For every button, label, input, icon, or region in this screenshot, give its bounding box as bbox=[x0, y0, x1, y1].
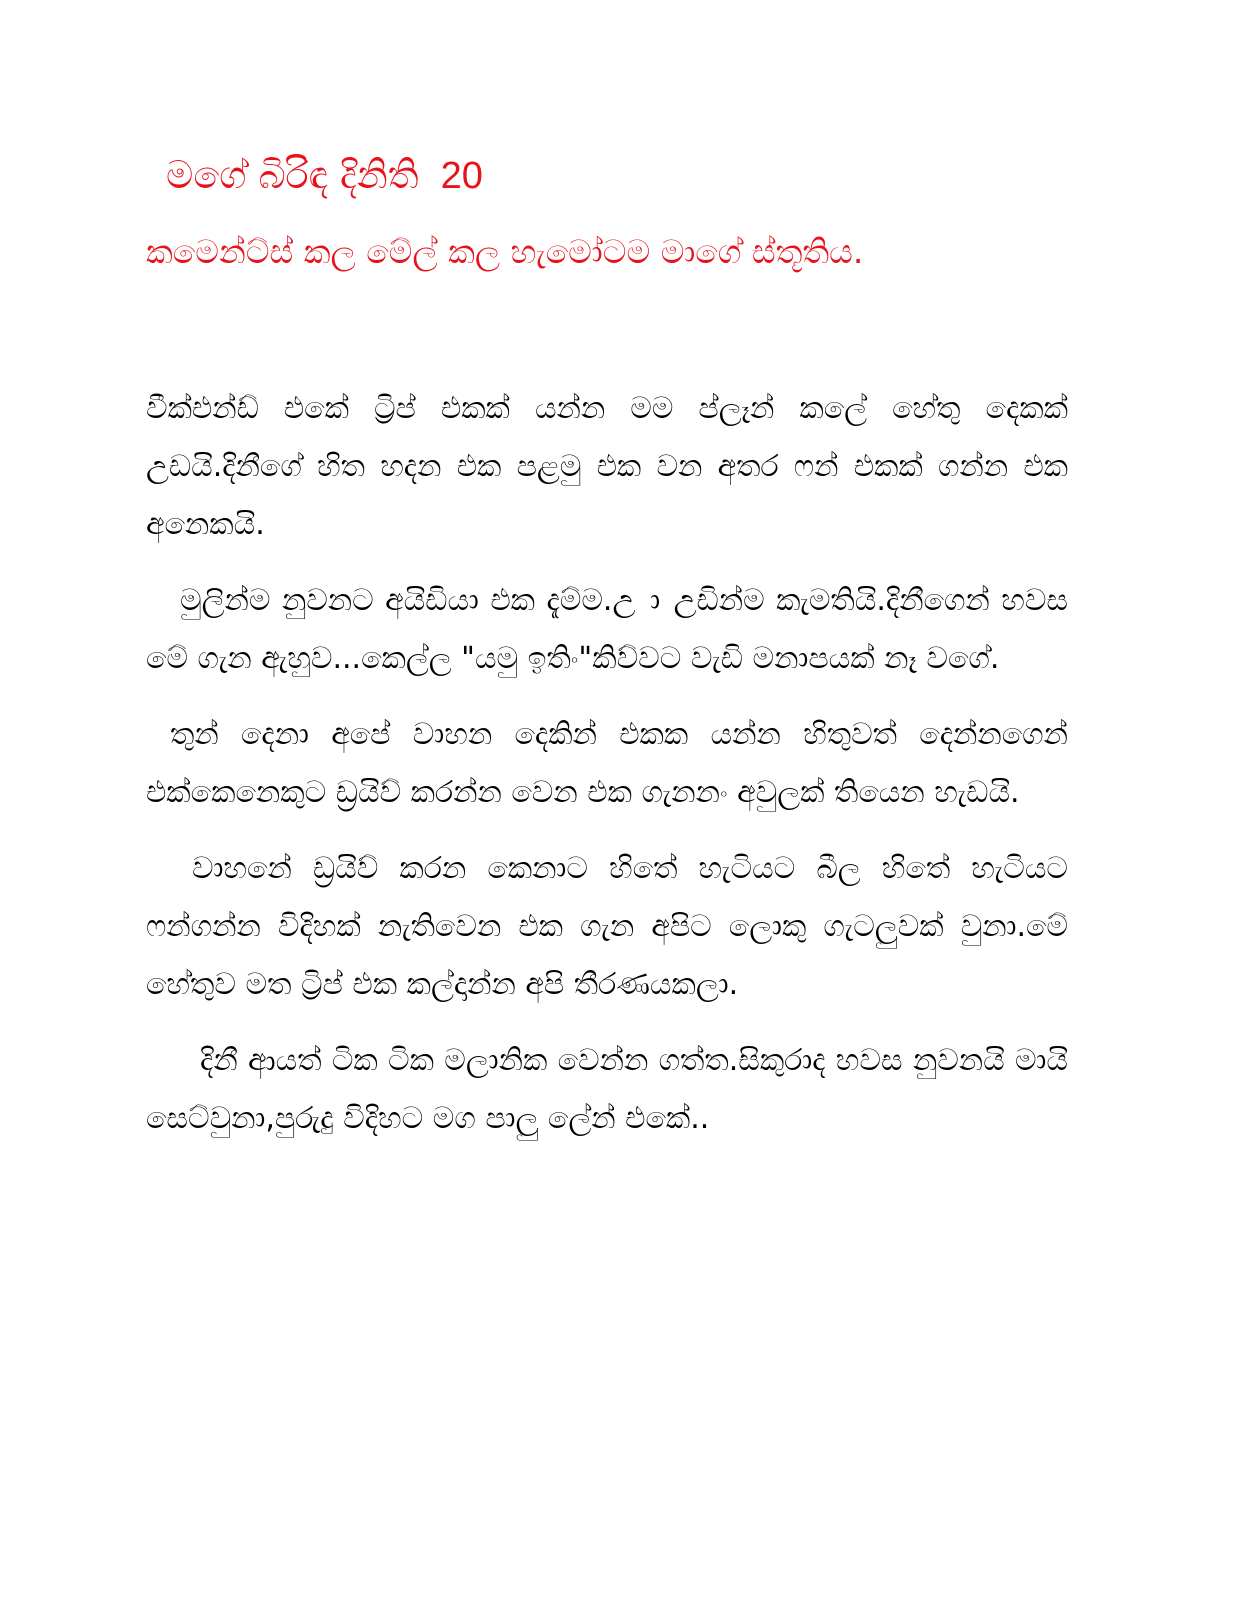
paragraph-4: වාහනේ ඩ්‍රයිව් කරන කෙනාට හිතේ හැටියට බීල හිතේ හැටියට ෆන්ගන්න විදිහක් නැතිවෙන එක ගැන අපිට ලොකු ගැටලුවක් වුනා.මේ හේතුව මත ට්‍රිප් එක කල්දාන්න අපි තීරණයකලා. bbox=[146, 851, 1068, 1002]
page-title bbox=[166, 150, 483, 201]
title-text: මගේ බිරිඳ දිනිති bbox=[166, 153, 419, 197]
paragraph-1: වීක්එන්ඩ් එකේ ට්‍රිප් එකක් යන්න මම ප්ලෑන් කලේ හේතු දෙකක් උඩයි.දිනීගේ හිත හදන එක පළමු එක වන අතර ෆන් එකක් ගන්න එක අනෙකයි. bbox=[146, 391, 1068, 542]
paragraph-3: තුන් දෙනා අපේ වාහන දෙකින් එකක යන්න හිතුවත් දෙන්නගෙන් එක්කෙනෙකුට ඩ්‍රයිව් කරන්න වෙන එක ගැනනං අවුලක් තියෙන හැඩයි. bbox=[146, 717, 1068, 810]
title-number: 20 bbox=[440, 155, 483, 197]
page-subtitle: කමෙන්ට්ස් කල මේල් කල හැමෝටම මාගේ ස්තූතිය. bbox=[146, 232, 864, 271]
paragraph-5: දිනී ආයත් ටික ටික මලානික වෙන්න ගත්ත.සිකුරාද හවස නුවනයි මායි සෙට්වුනා,පුරුදු විදිහට මග පාලු ලේන් එකේ.. bbox=[146, 1043, 1068, 1136]
story-body bbox=[146, 380, 1068, 1166]
paragraph-2: මුලින්ම නුවනට අයිඩියා එක දැම්ම.උ ා උඩින්ම කැමතියි.දිනීගෙන් හවස මේ ගැන ඇහුව...කෙල්ල "යමු ඉතිං"කිව්වට වැඩි මනාපයක් නෑ වගේ. bbox=[146, 583, 1068, 676]
